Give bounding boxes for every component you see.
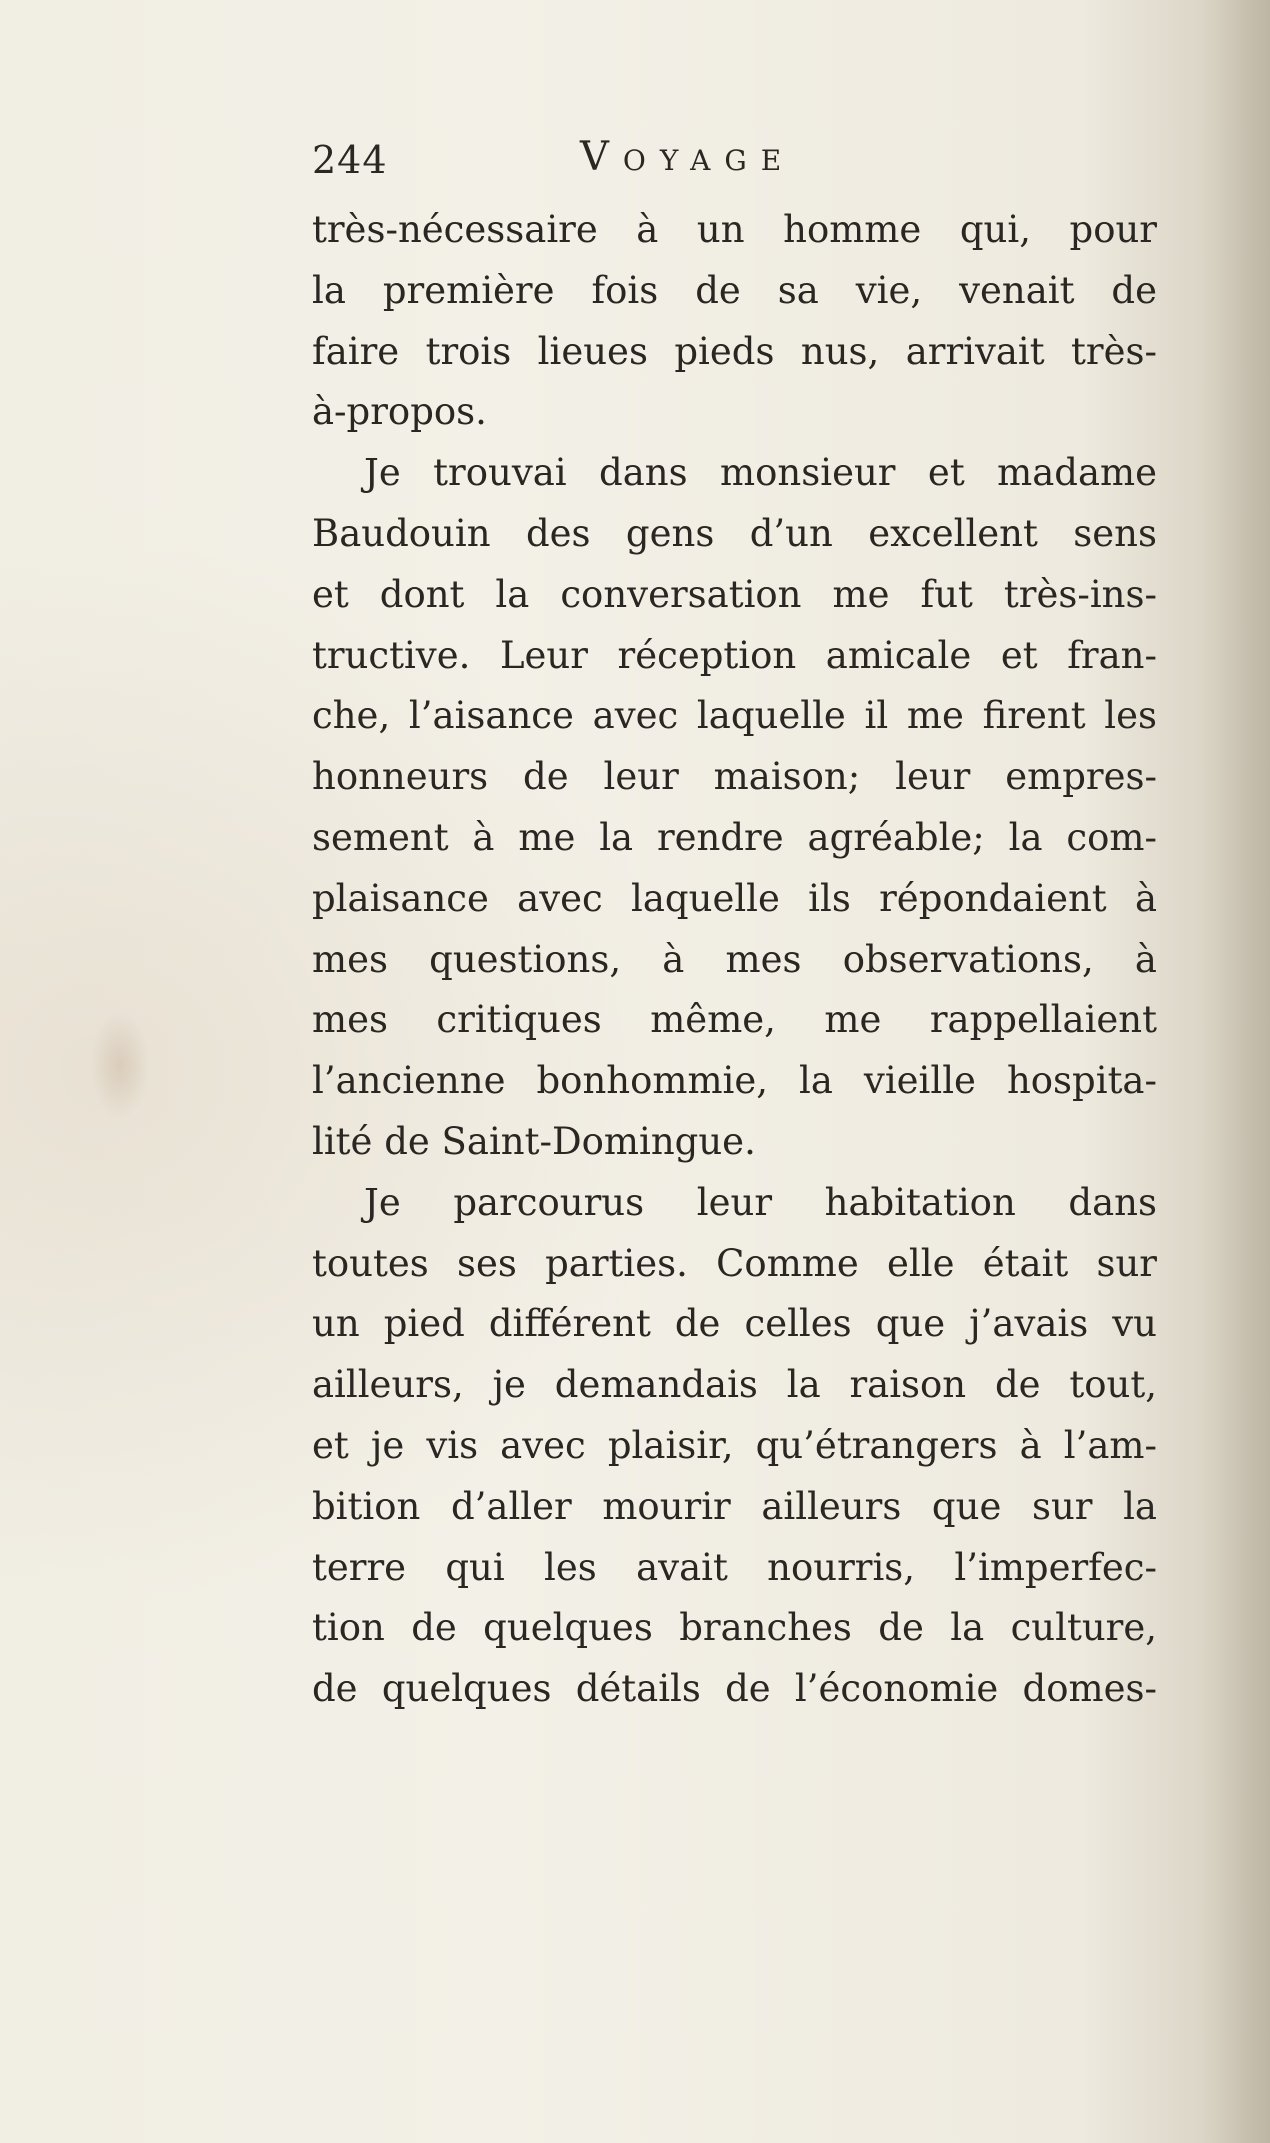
paragraph-start-line: Je trouvai dans monsieur et madame — [364, 451, 1157, 495]
body-text — [312, 200, 1157, 1720]
text-line: che, l’aisance avec laquelle il me firent les — [312, 694, 1157, 738]
text-line: un pied différent de celles que j’avais vu — [312, 1302, 1157, 1346]
text-line: l’ancienne bonhommie, la vieille hospita- — [312, 1059, 1157, 1103]
text-line: terre qui les avait nourris, l’imperfec- — [312, 1545, 1157, 1589]
text-line: plaisance avec laquelle ils répondaient à — [312, 876, 1157, 920]
paper-stain — [90, 1010, 150, 1120]
text-line: sement à me la rendre agréable; la com- — [312, 815, 1157, 859]
text-line: et dont la conversation me fut très-ins- — [312, 572, 1157, 616]
text-line: faire trois lieues pieds nus, arrivait très- — [312, 329, 1157, 373]
text-line: tion de quelques branches de la culture, — [312, 1606, 1157, 1650]
paragraph-start-line: Je parcourus leur habitation dans — [364, 1180, 1157, 1224]
text-line: mes critiques même, me rappellaient — [312, 998, 1157, 1042]
text-line: de quelques détails de l’économie domes- — [312, 1667, 1157, 1711]
text-line: Baudouin des gens d’un excellent sens — [312, 511, 1157, 555]
text-line: tructive. Leur réception amicale et fran- — [312, 633, 1157, 677]
paragraph-end-line: à-propos. — [312, 390, 487, 434]
text-line: et je vis avec plaisir, qu’étrangers à l’am- — [312, 1423, 1157, 1467]
page-header — [312, 132, 912, 192]
text-line: toutes ses parties. Comme elle était sur — [312, 1241, 1157, 1285]
paragraph-end-line: lité de Saint-Domingue. — [312, 1119, 756, 1163]
page-number: 244 — [312, 138, 388, 182]
text-line: mes questions, à mes observations, à — [312, 937, 1157, 981]
running-title: Voyage — [580, 134, 796, 180]
page-fold-shadow — [1200, 0, 1270, 2143]
text-line: très-nécessaire à un homme qui, pour — [312, 208, 1157, 251]
text-line: ailleurs, je demandais la raison de tout, — [312, 1363, 1157, 1407]
text-line: bition d’aller mourir ailleurs que sur la — [312, 1484, 1157, 1528]
text-line: la première fois de sa vie, venait de — [312, 268, 1157, 312]
text-line: honneurs de leur maison; leur empres- — [312, 755, 1157, 799]
